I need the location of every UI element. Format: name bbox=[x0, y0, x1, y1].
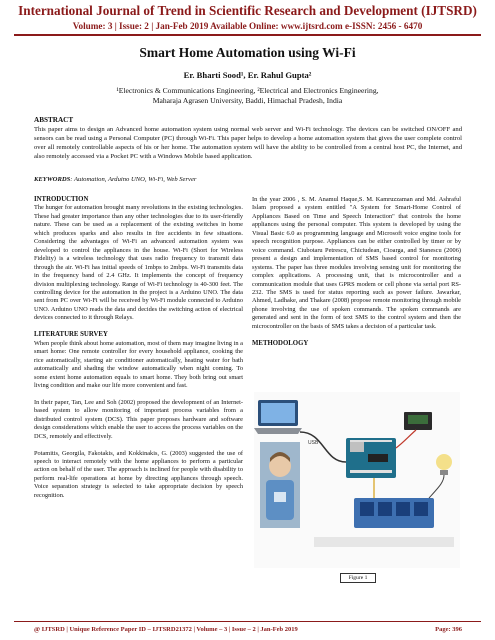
intro-paragraph: The hunger for automation brought many revolutions in the existing technologies. These had greater importance than any other technologies due to its user-friendly nature. These can be used as a replacement of the existing switches in home which produces sparks and also results in fire accidents in few situations. Considering the advantages of Wi-Fi an advanced automation system was developed to control the appliances in the house. Wi-Fi (Short for Wireless Fidelity) is a wireless technology that uses radio frequency to transmit data through the air. Wi-Fi has initial speeds of 1mbps to 2mbps. Wi-Fi transmits data in the frequency band of 2.4 GHz. It implements the concept of frequency division multiplexing technology. Range of Wi-Fi technology is 40-300 feet. The controlling device for the automation in the project is a Arduino UNO. The data sent from PC over Wi-Fi will be received by Wi-Fi module connected to Arduino UNO. Arduino UNO reads the data and decides the switching action of electrical devices connected to it through Relays. bbox=[34, 204, 243, 322]
figure-caption: Figure 1 bbox=[340, 573, 376, 583]
right-paragraph-1: In the year 2006 , S. M. Anamul Haque,S. M. Kamruzzaman and Md. Ashraful Islam proposed a system entitled "A System for Smart-Home Control of Appliances Based on Time and Speech Interaction" that controls the home appliances using the personal computer. This system is developed by using the Visual Basic 6.0 as programming language and Microsoft voice engine tools for speech recognition purpose. Appliances can be either controlled by timer or by voice command. Ciubotaru Petrescu, Chiciudean, Cioarga, and Stanescu (2006) present a design and implementation of SMS based control for monitoring systems. The paper has three modules involving sensing unit for monitoring the complex applications. A processing unit, that is microcontroller and a communication module that uses GPRS modem or cell phone via serial port RS-232. The SMS is used for status reporting such as power failure. Jawarkar, Ahmed, Ladhake, and Thakare (2008) propose remote monitoring through mobile phone involving the use of spoken commands. The spoken commands are generated and sent in the form of text SMS to the control system and then the microcontroller on the basis of SMS takes a decision of a particular task. bbox=[252, 196, 461, 330]
literature-heading: LITERATURE SURVEY bbox=[34, 331, 108, 339]
figure-image bbox=[254, 392, 460, 568]
light-bulb-icon bbox=[436, 454, 452, 475]
wifi-wire bbox=[396, 430, 416, 448]
header-rule bbox=[14, 34, 481, 36]
arduino-board-icon bbox=[346, 438, 396, 478]
abstract-heading: ABSTRACT bbox=[34, 116, 74, 124]
laptop-icon bbox=[254, 400, 302, 434]
journal-details: Volume: 3 | Issue: 2 | Jan-Feb 2019 Available Online: www.ijtsrd.com e-ISSN: 2456 - 6470 bbox=[72, 21, 423, 31]
usb-label: USB bbox=[308, 440, 319, 446]
usb-cable bbox=[300, 432, 346, 462]
affiliation-line-2: Maharaja Agrasen University, Baddi, Himachal Pradesh, India bbox=[152, 96, 343, 105]
affiliation-line-1: ¹Electronics & Communications Engineering, ²Electrical and Electronics Engineering, bbox=[116, 86, 379, 95]
abstract-text: This paper aims to design an Advanced home automation system using normal web server and Wi-Fi technology. The devices can be switched ON/OFF and sensors can be read using a Personal Computer (PC) through Wi-Fi. This paper helps to develop a home automation system that gives the user complete control over all remotely controllable aspects of his or her home. The automation system will have the ability to be controlled from a central host PC, the Internet, and also remotely accessed via a Pocket PC with a Windows Mobile based application. bbox=[34, 126, 462, 160]
journal-title: International Journal of Trend in Scientific Research and Development (IJTSRD) bbox=[18, 3, 477, 18]
literature-paragraph-3: Potamitis, Georgila, Fakotakis, and Kokkinakis, G. (2003) suggested the use of speech to interact remotely with the home appliances to perform a particular action on behalf of the user. The approach is inclined for people with disability to perform real-life operations at home by directing appliances through speech. Voice separation strategy is selected to take appropriate decision by speech recognition. bbox=[34, 449, 243, 499]
footer-reference: @ IJTSRD | Unique Reference Paper ID – IJTSRD21372 | Volume – 3 | Issue – 2 | Jan-Feb 2019 bbox=[34, 626, 298, 633]
intro-heading: INTRODUCTION bbox=[34, 196, 89, 203]
person-photo-icon bbox=[260, 442, 300, 528]
keywords bbox=[34, 176, 462, 183]
footer-rule bbox=[14, 621, 481, 622]
relay-board-icon bbox=[354, 498, 434, 528]
system-setup-illustration bbox=[254, 392, 460, 568]
methodology-heading: METHODOLOGY bbox=[252, 339, 309, 347]
page-number: Page: 396 bbox=[435, 626, 462, 633]
keywords-label: KEYWORDS bbox=[34, 176, 71, 183]
literature-paragraph-2: In their paper, Tan, Lee and Soh (2002) proposed the development of an Internet-based system to allow monitoring of important process variables from a distributed control system (DCS). This paper proposes hardware and software design considerations which enable the user to access the process variables on the DCS, remotely and effectively. bbox=[34, 398, 243, 440]
right-column bbox=[252, 196, 461, 348]
bulb-wire bbox=[429, 475, 444, 498]
paper-title: Smart Home Automation using Wi-Fi bbox=[139, 45, 356, 60]
literature-paragraph-1: When people think about home automation, most of them may imagine living in a smart home: One remote controller for every household appliance, cooking the rice automatically, starting air conditioner automatically, heating water for bath automatically and shading the window automatically when night coming. To some extent home automation equals to smart home. They both bring out smart living condition and make our life more convenient and fast. bbox=[34, 339, 243, 389]
paper-authors: Er. Bharti Sood¹, Er. Rahul Gupta² bbox=[183, 70, 312, 80]
breadboard-base bbox=[314, 537, 454, 547]
keywords-text: : Automation, Arduino UNO, Wi-Fi, Web Server bbox=[70, 176, 197, 183]
wifi-module-icon bbox=[404, 412, 432, 430]
left-column bbox=[34, 196, 243, 509]
figure-1 bbox=[254, 392, 460, 582]
